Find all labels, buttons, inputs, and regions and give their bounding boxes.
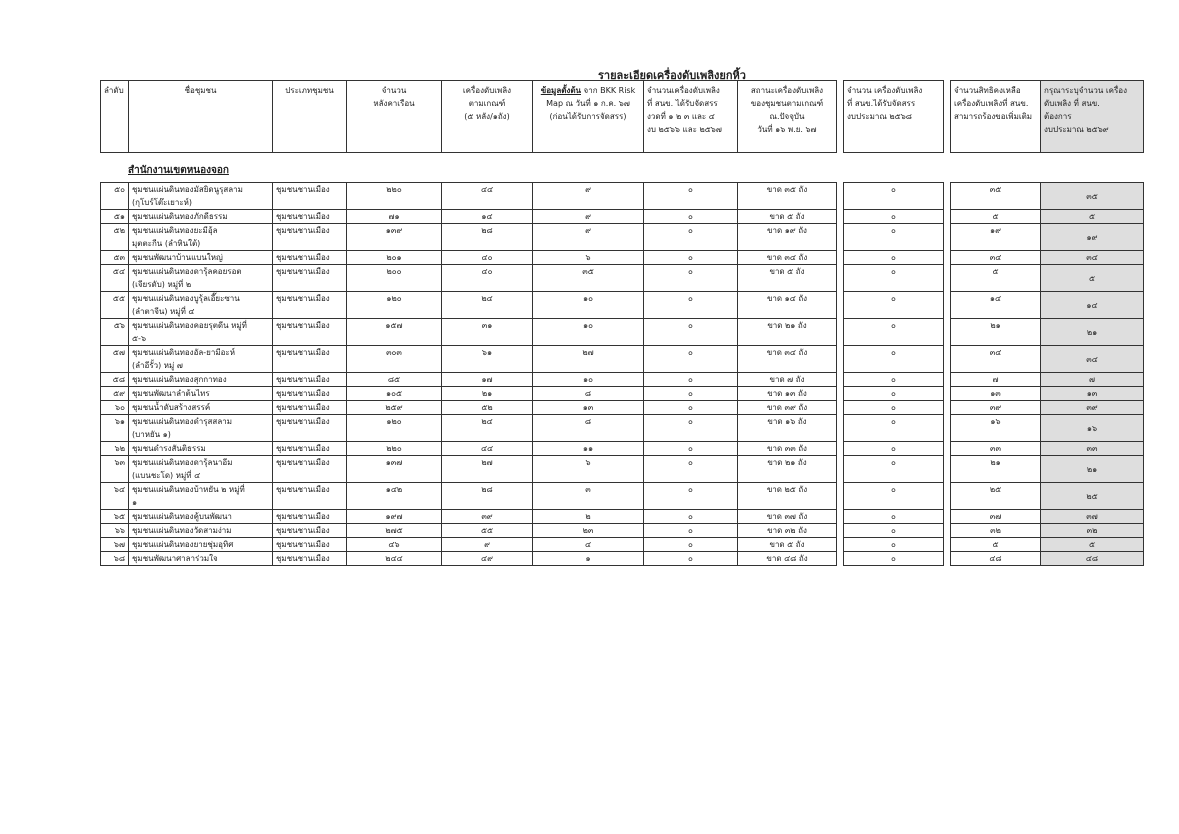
- row-allocated: ๐: [644, 183, 738, 210]
- row-name-line: ชุมชนแผ่นดินทองยายชุ่มอุทิศ: [132, 540, 234, 549]
- row-request: ๓๔: [1041, 251, 1144, 265]
- row-name-line: ชุมชนแผ่นดินทองดารุ้ลนาอีม: [132, 458, 233, 467]
- row-households: ๑๐๕: [347, 387, 442, 401]
- table-row: [101, 183, 1144, 210]
- row-name-line: ชุมชนแผ่นดินทองดารุ้ลคอยรอต: [132, 267, 242, 276]
- table-row: [101, 456, 1144, 483]
- row-name-line: มุตตะกีน (ลำหินใต้): [132, 239, 201, 248]
- row-status: ขาด ๓๔ ถัง: [738, 346, 837, 373]
- row-bkk: ๘: [533, 415, 644, 442]
- row-name: [129, 524, 273, 538]
- row-name-line: ๕-๖: [132, 334, 147, 343]
- row-criteria: ๒๗: [442, 456, 533, 483]
- row-remaining: ๑๖: [951, 415, 1041, 442]
- row-criteria: ๒๘: [442, 483, 533, 510]
- row-status: ขาด ๒๑ ถัง: [738, 319, 837, 346]
- row-no: ๖๐: [101, 401, 129, 415]
- row-status: ขาด ๕ ถัง: [738, 210, 837, 224]
- table-row: [101, 292, 1144, 319]
- row-type: ชุมชนชานเมือง: [273, 401, 347, 415]
- row-allocated: ๐: [644, 319, 738, 346]
- row-remaining: ๓๒: [951, 524, 1041, 538]
- header-status: สถานะเครื่องดับเพลิง ของชุมชนตามเกณฑ์ ณ.ปัจจุบัน วันที่ ๑๖ พ.ย. ๖๗: [738, 81, 837, 153]
- row-budget68: ๐: [844, 265, 944, 292]
- row-budget68: ๐: [844, 415, 944, 442]
- row-name-line: ชุมชนพัฒนาลำต้นไทร: [132, 389, 210, 398]
- row-no: ๖๗: [101, 538, 129, 552]
- row-criteria: ๖๑: [442, 346, 533, 373]
- row-remaining: ๔๘: [951, 552, 1041, 566]
- row-budget68: ๐: [844, 251, 944, 265]
- row-name-line: ๑: [132, 498, 138, 507]
- section-heading: สำนักงานเขตหนองจอก: [128, 165, 229, 176]
- row-request: ๓๓: [1041, 442, 1144, 456]
- row-no: ๖๖: [101, 524, 129, 538]
- row-budget68: ๐: [844, 552, 944, 566]
- row-request: ๔๘: [1041, 552, 1144, 566]
- header-allocated: จำนวนเครื่องดับเพลิง ที่ สนข. ได้รับจัดสรร งวดที่ ๑ ๒ ๓ และ ๔ งบ ๒๕๖๖ และ ๒๕๖๗: [644, 81, 738, 153]
- row-allocated: ๐: [644, 442, 738, 456]
- row-budget68: ๐: [844, 510, 944, 524]
- row-remaining: ๕: [951, 538, 1041, 552]
- row-bkk: ๑๑: [533, 442, 644, 456]
- row-status: ขาด ๓๔ ถัง: [738, 251, 837, 265]
- row-criteria: ๙: [442, 538, 533, 552]
- row-criteria: ๓๙: [442, 510, 533, 524]
- row-request: ๕: [1041, 538, 1144, 552]
- row-remaining: ๗: [951, 373, 1041, 387]
- row-budget68: ๐: [844, 373, 944, 387]
- row-bkk: ๒๗: [533, 346, 644, 373]
- row-households: ๑๒๐: [347, 415, 442, 442]
- row-allocated: ๐: [644, 346, 738, 373]
- row-type: ชุมชนชานเมือง: [273, 387, 347, 401]
- page-title: รายละเอียดเครื่องดับเพลิงยกหิ้ว: [598, 69, 746, 82]
- row-no: ๕๖: [101, 319, 129, 346]
- row-remaining: ๒๑: [951, 319, 1041, 346]
- row-remaining: ๒๕: [951, 483, 1041, 510]
- row-allocated: ๐: [644, 387, 738, 401]
- table-row: [101, 210, 1144, 224]
- row-status: ขาด ๑๖ ถัง: [738, 415, 837, 442]
- row-remaining: ๓๔: [951, 251, 1041, 265]
- row-name: [129, 346, 273, 373]
- row-bkk: ๓๕: [533, 265, 644, 292]
- row-bkk: ๒: [533, 510, 644, 524]
- row-criteria: ๑๔: [442, 210, 533, 224]
- row-type: ชุมชนชานเมือง: [273, 265, 347, 292]
- row-criteria: ๒๔: [442, 415, 533, 442]
- row-households: ๓๐๓: [347, 346, 442, 373]
- row-name: [129, 483, 273, 510]
- row-name-line: ชุมชนพัฒนาบ้านแบนใหญ่: [132, 253, 223, 262]
- row-type: ชุมชนชานเมือง: [273, 251, 347, 265]
- row-type: ชุมชนชานเมือง: [273, 552, 347, 566]
- row-type: ชุมชนชานเมือง: [273, 483, 347, 510]
- row-name-line: ชุมชนแผ่นดินทองบ้าหยัน ๒ หมู่ที่: [132, 485, 245, 494]
- row-budget68: ๐: [844, 224, 944, 251]
- row-bkk: ๒๓: [533, 524, 644, 538]
- row-type: ชุมชนชานเมือง: [273, 183, 347, 210]
- row-bkk: ๔: [533, 538, 644, 552]
- row-criteria: ๑๗: [442, 373, 533, 387]
- header-name: ชื่อชุมชน: [129, 81, 273, 153]
- row-allocated: ๐: [644, 292, 738, 319]
- row-name-line: (บาหยัน ๑): [132, 430, 171, 439]
- table-row: [101, 415, 1144, 442]
- row-no: ๖๒: [101, 442, 129, 456]
- row-budget68: ๐: [844, 538, 944, 552]
- row-criteria: ๕๕: [442, 524, 533, 538]
- row-no: ๕๘: [101, 373, 129, 387]
- row-request: ๗: [1041, 373, 1144, 387]
- row-name-line: (แบนชะโด) หมู่ที่ ๔: [132, 471, 201, 480]
- table-row: [101, 373, 1144, 387]
- row-status: ขาด ๗ ถัง: [738, 373, 837, 387]
- header-households: จำนวน หลังคาเรือน: [347, 81, 442, 153]
- row-no: ๖๔: [101, 483, 129, 510]
- row-request: ๓๒: [1041, 524, 1144, 538]
- row-type: ชุมชนชานเมือง: [273, 456, 347, 483]
- row-no: ๕๒: [101, 224, 129, 251]
- row-status: ขาด ๓๓ ถัง: [738, 442, 837, 456]
- row-status: ขาด ๑๙ ถัง: [738, 224, 837, 251]
- row-name: [129, 265, 273, 292]
- row-name-line: ชุมชนแผ่นดินทองคู้บนพัฒนา: [132, 512, 232, 521]
- row-name-line: ชุมชนพัฒนาศาลาร่วมใจ: [132, 554, 218, 563]
- row-remaining: ๒๑: [951, 456, 1041, 483]
- table-row: [101, 442, 1144, 456]
- row-allocated: ๐: [644, 373, 738, 387]
- row-criteria: ๒๑: [442, 387, 533, 401]
- header-budget68: จำนวน เครื่องดับเพลิง ที่ สนข.ได้รับจัดสรร งบประมาณ ๒๕๖๘: [844, 81, 944, 153]
- row-no: ๕๓: [101, 251, 129, 265]
- row-bkk: ๓: [533, 483, 644, 510]
- row-name-line: (ลำตาจีน) หมู่ที่ ๔: [132, 307, 195, 316]
- table-row: [101, 552, 1144, 566]
- row-name-line: ชุมชนแผ่นดินทองบูรุ้ลเอี๊ยะซาน: [132, 294, 240, 303]
- row-households: ๘๕: [347, 373, 442, 387]
- table-row: [101, 387, 1144, 401]
- row-households: ๒๔๔: [347, 552, 442, 566]
- row-name-line: ชุมชนดำรงสันติธรรม: [132, 444, 206, 453]
- row-budget68: ๐: [844, 456, 944, 483]
- row-request: ๕: [1041, 210, 1144, 224]
- data-table: [100, 182, 1144, 566]
- row-name: [129, 552, 273, 566]
- row-households: ๔๖: [347, 538, 442, 552]
- table-row: [101, 319, 1144, 346]
- row-criteria: ๔๐: [442, 265, 533, 292]
- row-remaining: ๕: [951, 265, 1041, 292]
- row-type: ชุมชนชานเมือง: [273, 292, 347, 319]
- row-request: ๒๑: [1041, 456, 1144, 483]
- row-bkk: ๖: [533, 251, 644, 265]
- row-allocated: ๐: [644, 224, 738, 251]
- row-households: ๑๒๐: [347, 292, 442, 319]
- row-name: [129, 251, 273, 265]
- row-allocated: ๐: [644, 251, 738, 265]
- row-request: ๕: [1041, 265, 1144, 292]
- row-type: ชุมชนชานเมือง: [273, 415, 347, 442]
- row-remaining: ๓๗: [951, 510, 1041, 524]
- row-bkk: ๘: [533, 387, 644, 401]
- row-name-line: ชุมชนน้ำดับสร้างสรรค์: [132, 403, 211, 412]
- row-no: ๖๕: [101, 510, 129, 524]
- row-budget68: ๐: [844, 183, 944, 210]
- row-households: ๒๒๐: [347, 442, 442, 456]
- row-request: ๓๗: [1041, 510, 1144, 524]
- row-name: [129, 183, 273, 210]
- row-status: ขาด ๒๕ ถัง: [738, 483, 837, 510]
- row-type: ชุมชนชานเมือง: [273, 319, 347, 346]
- table-row: [101, 346, 1144, 373]
- row-name: [129, 210, 273, 224]
- row-bkk: ๙: [533, 210, 644, 224]
- row-type: ชุมชนชานเมือง: [273, 373, 347, 387]
- row-bkk: ๑๐: [533, 319, 644, 346]
- row-status: ขาด ๕ ถัง: [738, 538, 837, 552]
- row-households: ๒๕๙: [347, 401, 442, 415]
- row-criteria: ๔๙: [442, 552, 533, 566]
- row-households: ๒๒๐: [347, 183, 442, 210]
- row-no: ๕๙: [101, 387, 129, 401]
- row-status: ขาด ๓๙ ถัง: [738, 401, 837, 415]
- row-name-line: ชุมชนแผ่นดินทองภักดีธรรม: [132, 212, 228, 221]
- row-criteria: ๔๔: [442, 183, 533, 210]
- row-status: ขาด ๑๔ ถัง: [738, 292, 837, 319]
- row-status: ขาด ๔๘ ถัง: [738, 552, 837, 566]
- header-remaining: จำนวนสิทธิคงเหลือ เครื่องดับเพลิงที่ สนข. สามารถร้องขอเพิ่มเติม: [951, 81, 1041, 153]
- row-name: [129, 319, 273, 346]
- header-criteria: เครื่องดับเพลิง ตามเกณฑ์ (๕ หลัง/๑ถัง): [442, 81, 533, 153]
- row-no: ๕๐: [101, 183, 129, 210]
- row-no: ๖๘: [101, 552, 129, 566]
- row-type: ชุมชนชานเมือง: [273, 346, 347, 373]
- row-households: ๑๕๗: [347, 319, 442, 346]
- row-request: ๑๖: [1041, 415, 1144, 442]
- row-allocated: ๐: [644, 552, 738, 566]
- row-budget68: ๐: [844, 210, 944, 224]
- row-name-line: (เจียรดับ) หมู่ที่ ๒: [132, 280, 192, 289]
- row-type: ชุมชนชานเมือง: [273, 442, 347, 456]
- row-request: ๑๔: [1041, 292, 1144, 319]
- row-no: ๖๑: [101, 415, 129, 442]
- row-bkk: ๑๐: [533, 373, 644, 387]
- row-type: ชุมชนชานเมือง: [273, 524, 347, 538]
- row-budget68: ๐: [844, 524, 944, 538]
- row-allocated: ๐: [644, 524, 738, 538]
- row-criteria: ๔๐: [442, 251, 533, 265]
- row-name: [129, 373, 273, 387]
- row-budget68: ๐: [844, 442, 944, 456]
- row-name-line: ชุมชนแผ่นดินทองมัสยิดนูรุสลาม: [132, 185, 243, 194]
- row-allocated: ๐: [644, 510, 738, 524]
- row-name: [129, 292, 273, 319]
- row-budget68: ๐: [844, 483, 944, 510]
- row-bkk: ๑: [533, 552, 644, 566]
- row-remaining: ๑๓: [951, 387, 1041, 401]
- row-status: ขาด ๕ ถัง: [738, 265, 837, 292]
- header-type: ประเภทชุมชน: [273, 81, 347, 153]
- row-request: ๓๕: [1041, 183, 1144, 210]
- row-type: ชุมชนชานเมือง: [273, 210, 347, 224]
- row-request: ๑๓: [1041, 387, 1144, 401]
- row-budget68: ๐: [844, 401, 944, 415]
- row-allocated: ๐: [644, 265, 738, 292]
- row-no: ๖๓: [101, 456, 129, 483]
- row-type: ชุมชนชานเมือง: [273, 510, 347, 524]
- row-type: ชุมชนชานเมือง: [273, 224, 347, 251]
- row-status: ขาด ๓๕ ถัง: [738, 183, 837, 210]
- row-name-line: (ลำอีรั้ว) หมู่ ๗: [132, 361, 183, 370]
- header-bkk: ข้อมูลตั้งต้น จาก BKK Risk Map ณ วันที่ ๑ ก.ค. ๖๗ (ก่อนได้รับการจัดสรร): [533, 81, 644, 153]
- row-allocated: ๐: [644, 401, 738, 415]
- row-households: ๒๐๐: [347, 265, 442, 292]
- row-request: ๓๔: [1041, 346, 1144, 373]
- row-request: ๓๙: [1041, 401, 1144, 415]
- row-bkk: ๑๓: [533, 401, 644, 415]
- row-remaining: ๓๙: [951, 401, 1041, 415]
- row-households: ๗๑: [347, 210, 442, 224]
- row-no: ๕๕: [101, 292, 129, 319]
- row-status: ขาด ๑๓ ถัง: [738, 387, 837, 401]
- row-name-line: ชุมชนแผ่นดินทองดำรุสสลาม: [132, 417, 232, 426]
- row-name-line: ชุมชนแผ่นดินทองคอยรุตดีน หมู่ที่: [132, 321, 247, 330]
- row-remaining: ๕: [951, 210, 1041, 224]
- table-row: [101, 483, 1144, 510]
- table-header: [100, 80, 1144, 153]
- row-status: ขาด ๒๑ ถัง: [738, 456, 837, 483]
- row-name-line: ชุมชนแผ่นดินทองวัดสามง่าม: [132, 526, 232, 535]
- row-remaining: ๓๓: [951, 442, 1041, 456]
- row-bkk: ๑๐: [533, 292, 644, 319]
- row-name: [129, 510, 273, 524]
- row-budget68: ๐: [844, 319, 944, 346]
- row-name-line: ชุมชนแผ่นดินทองยะมีอุ้ล: [132, 226, 218, 235]
- header-request69: กรุณาระบุจำนวน เครื่อง ดับเพลิง ที่ สนข. ต้องการ งบประมาณ ๒๕๖๙: [1041, 81, 1144, 153]
- row-name-line: ชุมชนแผ่นดินทองอัล-ยามีอะห์: [132, 348, 235, 357]
- row-request: ๒๕: [1041, 483, 1144, 510]
- row-households: ๒๐๑: [347, 251, 442, 265]
- row-name: [129, 456, 273, 483]
- row-budget68: ๐: [844, 346, 944, 373]
- row-request: ๒๑: [1041, 319, 1144, 346]
- row-allocated: ๐: [644, 456, 738, 483]
- row-bkk: ๙: [533, 224, 644, 251]
- table-row: [101, 224, 1144, 251]
- row-status: ขาด ๓๒ ถัง: [738, 524, 837, 538]
- table-row: [101, 251, 1144, 265]
- row-name: [129, 415, 273, 442]
- row-name: [129, 224, 273, 251]
- row-name: [129, 387, 273, 401]
- row-allocated: ๐: [644, 415, 738, 442]
- row-households: ๒๗๕: [347, 524, 442, 538]
- table-row: [101, 524, 1144, 538]
- row-name: [129, 442, 273, 456]
- row-name-line: (กุโบร์โต๊ะเยาะห์): [132, 198, 193, 207]
- row-households: ๑๙๗: [347, 510, 442, 524]
- table-row: [101, 265, 1144, 292]
- row-criteria: ๓๑: [442, 319, 533, 346]
- table-row: [101, 401, 1144, 415]
- row-remaining: ๓๕: [951, 183, 1041, 210]
- row-criteria: ๒๘: [442, 224, 533, 251]
- row-status: ขาด ๓๗ ถัง: [738, 510, 837, 524]
- row-allocated: ๐: [644, 538, 738, 552]
- row-request: ๑๙: [1041, 224, 1144, 251]
- row-households: ๑๔๒: [347, 483, 442, 510]
- row-no: ๕๔: [101, 265, 129, 292]
- row-criteria: ๕๒: [442, 401, 533, 415]
- row-no: ๕๑: [101, 210, 129, 224]
- header-no: ลำดับ: [101, 81, 129, 153]
- row-budget68: ๐: [844, 292, 944, 319]
- row-no: ๕๗: [101, 346, 129, 373]
- row-households: ๑๓๗: [347, 456, 442, 483]
- row-type: ชุมชนชานเมือง: [273, 538, 347, 552]
- row-remaining: ๓๔: [951, 346, 1041, 373]
- table-row: [101, 538, 1144, 552]
- row-bkk: ๖: [533, 456, 644, 483]
- row-name-line: ชุมชนแผ่นดินทองสุกกาทอง: [132, 375, 227, 384]
- table-row: [101, 510, 1144, 524]
- row-allocated: ๐: [644, 210, 738, 224]
- row-name: [129, 401, 273, 415]
- row-criteria: ๔๔: [442, 442, 533, 456]
- row-name: [129, 538, 273, 552]
- row-remaining: ๑๙: [951, 224, 1041, 251]
- row-allocated: ๐: [644, 483, 738, 510]
- row-criteria: ๒๔: [442, 292, 533, 319]
- row-remaining: ๑๔: [951, 292, 1041, 319]
- row-households: ๑๓๙: [347, 224, 442, 251]
- row-budget68: ๐: [844, 387, 944, 401]
- row-bkk: ๙: [533, 183, 644, 210]
